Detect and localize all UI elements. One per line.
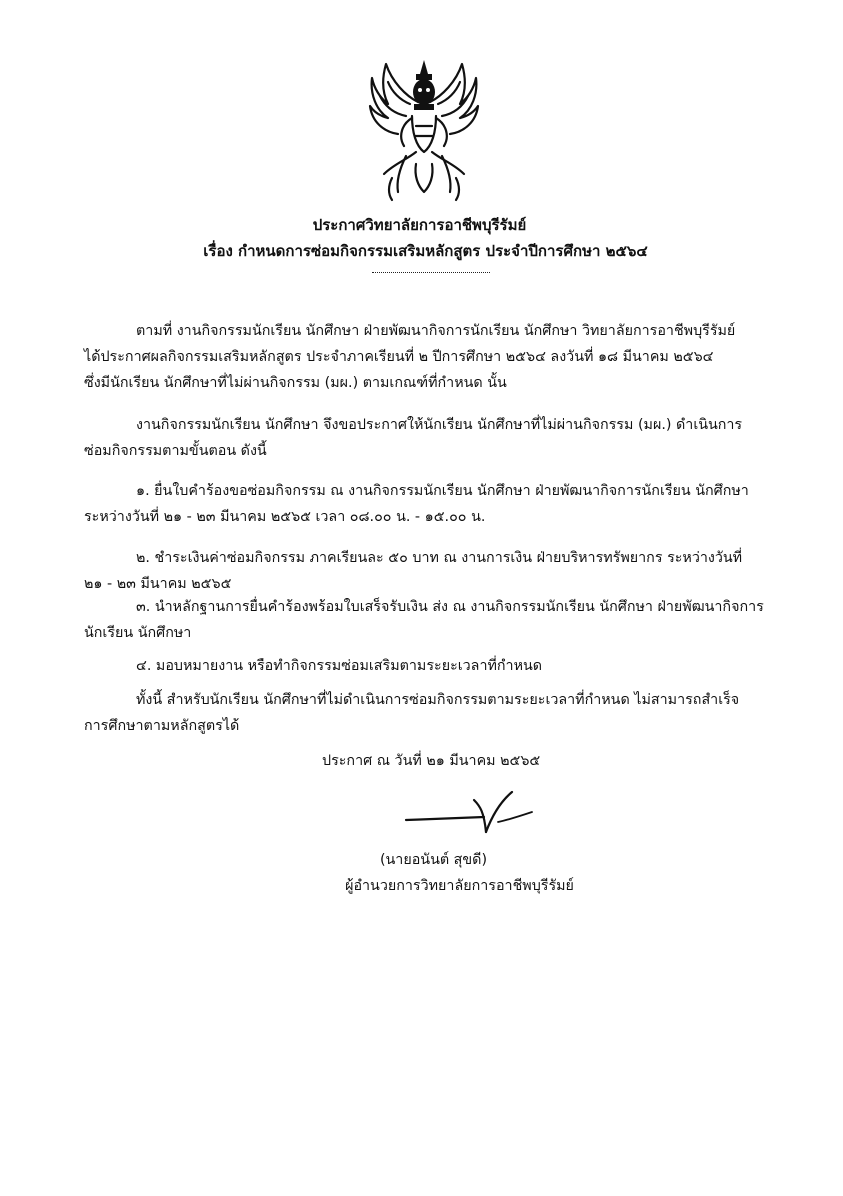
announcement-subject: เรื่อง กำหนดการซ่อมกิจกรรมเสริมหลักสูตร ประจำปีการศึกษา ๒๕๖๔ [203, 242, 648, 260]
signer-position: ผู้อำนวยการวิทยาลัยการอาชีพบุรีรัมย์ [345, 878, 574, 894]
announcement-date: ประกาศ ณ วันที่ ๒๑ มีนาคม ๒๕๖๕ [322, 753, 541, 769]
paragraph-1-line-2: ได้ประกาศผลกิจกรรมเสริมหลักสูตร ประจำภาคเรียนที่ ๒ ปีการศึกษา ๒๕๖๔ ลงวันที่ ๑๘ มีนาคม ๒๕๖๔ [84, 349, 714, 365]
paragraph-1-line-1: ตามที่ งานกิจกรรมนักเรียน นักศึกษา ฝ่ายพัฒนากิจการนักเรียน นักศึกษา วิทยาลัยการอาชีพบุรีรัมย์ [136, 323, 736, 339]
paragraph-3-line-1: ทั้งนี้ สำหรับนักเรียน นักศึกษาที่ไม่ดำเนินการซ่อมกิจกรรมตามระยะเวลาที่กำหนด ไม่สามารถสำเร็จ [136, 692, 740, 708]
step-4-line-1: ๔. มอบหมายงาน หรือทำกิจกรรมซ่อมเสริมตามระยะเวลาที่กำหนด [136, 658, 543, 674]
step-1-line-2: ระหว่างวันที่ ๒๑ - ๒๓ มีนาคม ๒๕๖๕ เวลา ๐๘.๐๐ น. - ๑๕.๐๐ น. [84, 509, 486, 525]
step-1-line-1: ๑. ยื่นใบคำร้องขอซ่อมกิจกรรม ณ งานกิจกรรมนักเรียน นักศึกษา ฝ่ายพัฒนากิจการนักเรียน นักศึกษา [136, 483, 749, 499]
announcement-title: ประกาศวิทยาลัยการอาชีพบุรีรัมย์ [312, 216, 527, 234]
paragraph-2-line-2: ซ่อมกิจกรรมตามขั้นตอน ดังนี้ [84, 443, 267, 459]
paragraph-1-line-3: ซึ่งมีนักเรียน นักศึกษาที่ไม่ผ่านกิจกรรม (มผ.) ตามเกณฑ์ที่กำหนด นั้น [84, 375, 507, 391]
step-2-line-1: ๒. ชำระเงินค่าซ่อมกิจกรรม ภาคเรียนละ ๕๐ บาท ณ งานการเงิน ฝ่ายบริหารทรัพยากร ระหว่างวันที่ [136, 550, 743, 566]
paragraph-3-line-2: การศึกษาตามหลักสูตรได้ [84, 718, 240, 734]
paragraph-2-line-1: งานกิจกรรมนักเรียน นักศึกษา จึงขอประกาศให้นักเรียน นักศึกษาที่ไม่ผ่านกิจกรรม (มผ.) ดำเนินการ [136, 417, 743, 433]
step-2-line-2: ๒๑ - ๒๓ มีนาคม ๒๕๖๕ [84, 576, 232, 592]
signature-mark [404, 786, 540, 834]
step-3-line-2: นักเรียน นักศึกษา [84, 625, 192, 641]
dotted-divider [372, 272, 490, 273]
signer-name: (นายอนันต์ สุขดี) [379, 852, 488, 868]
garuda-emblem-icon [366, 52, 482, 202]
step-3-line-1: ๓. นำหลักฐานการยื่นคำร้องพร้อมใบเสร็จรับเงิน ส่ง ณ งานกิจกรรมนักเรียน นักศึกษา ฝ่ายพัฒนากิจการ [136, 599, 764, 615]
